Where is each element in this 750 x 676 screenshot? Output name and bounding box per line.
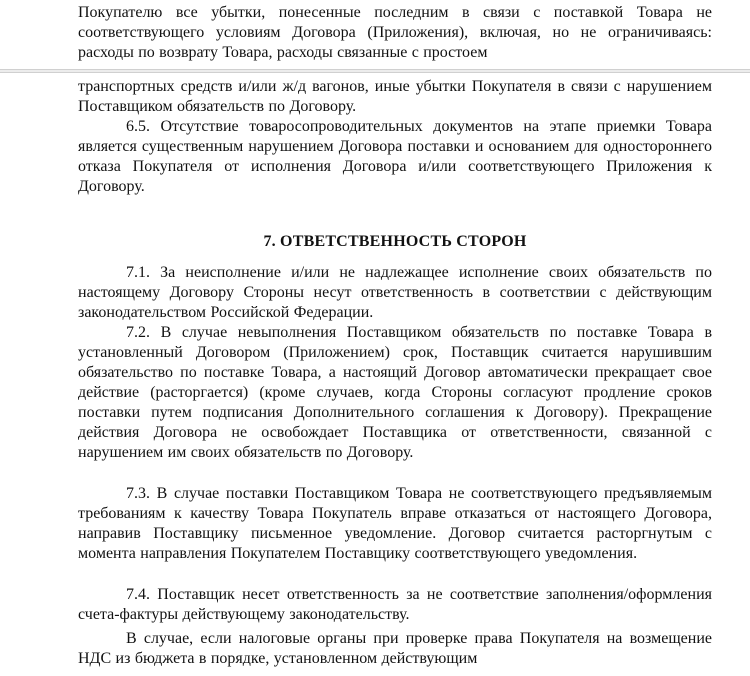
paragraph-fragment-top: Покупателю все убытки, понесенные последним в связи с поставкой Товара не соответствующего условиям Договора (Приложения), включая, но не ограничиваясь: расходы по возврату Товара, расходы связанные с простоем xyxy=(78,4,712,61)
clause-7-4-continuation: В случае, если налоговые органы при проверке права Покупателя на возмещение НДС из бюджета в порядке, установленном действующим xyxy=(78,630,712,667)
clause-6-5: 6.5. Отсутствие товаросопроводительных документов на этапе приемки Товара является существенным нарушением Договора поставки и основанием для одностороннего отказа Покупателя от исполнения Договора и/или соответствующего Приложения к Договору. xyxy=(78,118,712,195)
previous-page-fragment xyxy=(0,0,750,69)
clause-7-2: 7.2. В случае невыполнения Поставщиком обязательств по поставке Товара в установленный Договором (Приложением) срок, Поставщик считается нарушившим обязательство по поставке Товара, а настоящий Договор автоматически прекращает свое действие (расторгается) (кроме случаев, когда Стороны согласуют продление сроков поставки путем подписания Дополнительного соглашения к Договору). Прекращение действия Договора не освобождает Поставщика от ответственности, связанной с нарушением им своих обязательств по Договору. xyxy=(78,324,712,461)
clause-7-1: 7.1. За неисполнение и/или не надлежащее исполнение своих обязательств по настоящему Договору Стороны несут ответственность в соответствии с действующим законодательством Российской Федерации. xyxy=(78,264,712,321)
current-page xyxy=(0,73,750,676)
paragraph-continuation: транспортных средств и/или ж/д вагонов, иные убытки Покупателя в связи с нарушением Поставщиком обязательств по Договору. xyxy=(78,78,712,115)
clause-7-4: 7.4. Поставщик несет ответственность за не соответствие заполнения/оформления счета-фактуры действующему законодательству. xyxy=(78,586,712,623)
section-heading-7: 7. ОТВЕТСТВЕННОСТЬ СТОРОН xyxy=(263,233,527,250)
clause-7-3: 7.3. В случае поставки Поставщиком Товара не соответствующего предъявляемым требованиям к качеству Товара Покупатель вправе отказаться от настоящего Договора, направив Поставщику письменное уведомление. Договор считается расторгнутым с момента направления Покупателем Поставщику соответствующего уведомления. xyxy=(78,485,712,562)
